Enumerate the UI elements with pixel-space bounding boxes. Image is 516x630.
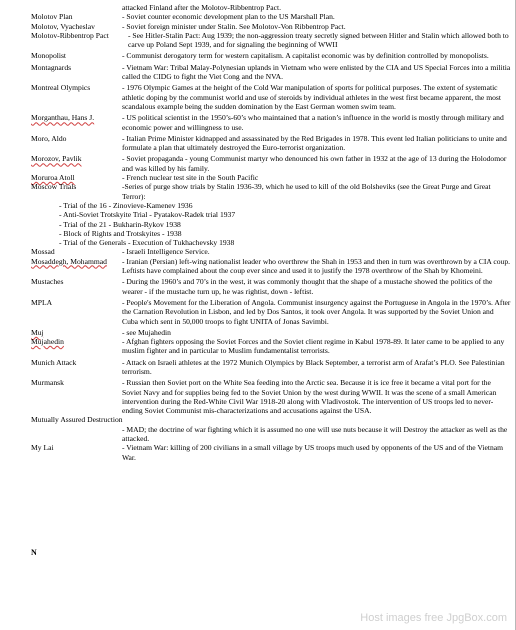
entry-definition: - See Hitler-Stalin Pact: Aug 1939; the non-aggression treaty secretly signed between Hitler and Stalin which allowed both to carve up Poland Sept 1939, and for signaling the beginning of WWII (128, 30, 509, 50)
entry-definition: - Russian then Soviet port on the White Sea feeding into the Arctic sea. Because it is ice free it became a vital port for the Soviet Navy and for supplies being fed to the Soviet Union by the west during WWII. It was the scene of a small American intervention during the Red-White Civil War 1918-20 along with Vladivostok. The intervention of US troops led to never-ending Soviet Communist mis-characterizations and accusations against the USA. (122, 378, 497, 416)
glossary-entry (31, 83, 511, 111)
entry-definition: - see Mujahedin (122, 327, 171, 337)
entry-definition: - Communist derogatory term for western capitalism. A capitalist economic was by definition controlled by monopolists. (122, 51, 489, 61)
glossary-entry (31, 3, 511, 12)
entry-definition: - Soviet propaganda - young Communist martyr who denounced his own father in 1932 at the age of 13 during the Holodomor and was killed by his family. (122, 154, 507, 173)
glossary-entry (31, 337, 511, 356)
glossary-entry (31, 277, 511, 296)
glossary-entry (31, 443, 511, 462)
glossary-entry (31, 113, 511, 132)
entry-term: Morganthau, Hans J. (31, 113, 95, 123)
glossary-entry (31, 51, 511, 60)
glossary-entry (31, 358, 511, 377)
entry-term: Moruroa Atoll (31, 173, 75, 183)
glossary-entry (31, 257, 511, 276)
entry-term: Mosaddegh, Mohammad (31, 256, 107, 266)
entry-term: Murmansk (31, 378, 64, 388)
entry-term: Molotov, Vyacheslav (31, 21, 95, 31)
trial-item: - Trial of the 16 - Zinovieve-Kamenev 1936 (59, 200, 193, 210)
glossary-entries (31, 0, 511, 462)
watermark: Host images free JpgBox.com (360, 612, 507, 624)
entry-definition: - Attack on Israeli athletes at the 1972 Munich Olympics by Black September, a terrorist arm of Arafat’s PLO. See Palestinian terrorism. (122, 357, 505, 376)
entry-term: Munich Attack (31, 357, 77, 367)
entry-definition: - During the 1960’s and 70’s in the west, it was commonly thought that the shape of a mustache showed the politics of the wearer - if the mustache turn up, he was rightist, down - leftist. (122, 277, 493, 296)
trial-item: - Anti-Soviet Trotskyite Trial - Pyatakov-Radek trial 1937 (59, 210, 236, 220)
entry-definition: - 1976 Olympic Games at the height of the Cold War manipulation of sports for political purposes. The extent of systematic athletic doping by the communist world and use of steroids by individual athletes in the west first became apparent, the most scandalous example being the sudden domination by the East German women swim team. (122, 83, 501, 111)
entry-term: Monopolist (31, 51, 67, 61)
entry-definition: - Soviet counter economic development plan to the US Marshall Plan. (122, 12, 335, 22)
entry-definition: attacked Finland after the Molotov-Ribbentrop Pact. (122, 3, 282, 12)
glossary-entry (31, 298, 511, 326)
trial-item: - Trial of the Generals - Execution of Tukhachevsky 1938 (59, 238, 235, 248)
entry-term: MPLA (31, 297, 53, 307)
glossary-entry (31, 328, 511, 337)
entry-definition: - Israeli Intelligence Service. (122, 247, 210, 257)
entry-definition: -Series of purge show trials by Stalin 1936-39, which he used to kill of the old Bolsheviks (see the Great Purge and Great Terror): (122, 182, 491, 201)
glossary-entry (31, 182, 511, 201)
entry-definition: - Afghan fighters opposing the Soviet Forces and the Soviet client regime in Kabul 1978-89. It later came to be applied to any muslim fighter and in particular to Muslim fundamentalist terrorists. (122, 337, 505, 356)
section-letter: N (31, 548, 37, 557)
glossary-entry (31, 12, 511, 21)
entry-term: Moro, Aldo (31, 133, 67, 143)
entry-definition: - Soviet foreign minister under Stalin. See Molotov-Von Ribbentrop Pact. (122, 21, 346, 31)
entry-definition: - Italian Prime Minister kidnapped and assassinated by the Red Brigades in 1978. This event led Italian politicians to unite and formulate a plan that ultimately destroyed the Euro-terrorist organization. (122, 133, 507, 153)
entry-term: Muj (31, 327, 44, 337)
entry-term: Mutually Assured Destruction (31, 415, 123, 425)
glossary-entry (31, 415, 511, 443)
entry-term: Mossad (31, 247, 55, 257)
glossary-entry (31, 134, 511, 153)
entry-term: Montreal Olympics (31, 83, 91, 93)
entry-term: Morozov, Pavlik (31, 154, 82, 164)
entry-definition: - People's Movement for the Liberation of Angola. Communist insurgency against the Portuguese in Angola in the 1970’s. After the Carnation Revolution in Lisbon, and led by Dos Santos, it took over Angola. It was supported by the Soviet Union and Cuba which sent in 50,000 troops to fight UNITA of Jonas Savimbi. (122, 297, 511, 326)
glossary-entry (31, 31, 511, 50)
entry-definition: - French nuclear test site in the South Pacific (122, 173, 259, 183)
entry-term: Montagnards (31, 62, 72, 72)
entry-definition: - Vietnam War: Tribal Malay-Polynesian uplands in Vietnam who were enlisted by the CIA and US Special Forces into a militia called the CIDG to fight the Viet Cong and the NVA. (122, 62, 511, 82)
glossary-entry (31, 22, 511, 31)
entry-definition: - US political scientist in the 1950’s-60’s who maintained that a nation’s influence in the world is mostly through military and economic power and willingness to use. (122, 113, 504, 132)
entry-term: Molotov Plan (31, 12, 73, 22)
glossary-entry (31, 173, 511, 182)
entry-definition: - MAD; the doctrine of war fighting which it is assumed no one will use nuts because it will Destroy the attacker as well as the attacked. (122, 424, 508, 444)
entry-term: Mustaches (31, 277, 64, 287)
entry-term: My Lai (31, 443, 54, 453)
trial-item: - Trial of the 21 - Bukharin-Rykov 1938 (59, 219, 181, 229)
entry-definition: - Iranian (Persian) left-wing nationalist leader who overthrew the Shah in 1953 and then in turn was overthrown by a CIA coup. Leftists have complained about the coup ever since and used it to justify the 1978 overthrow of the Shah by Khomeini. (122, 256, 511, 276)
entry-term: Molotov-Ribbentrop Pact (31, 30, 109, 40)
glossary-entry (31, 154, 511, 173)
glossary-entry (31, 378, 511, 415)
moscow-trials-list (31, 201, 511, 247)
trial-item: - Block of Rights and Trotskyites - 1938 (59, 228, 182, 238)
entry-definition: - Vietnam War: killing of 200 civilians in a small village by US troops much used by opponents of the US and of the Vietnam War. (122, 443, 504, 462)
glossary-entry (31, 63, 511, 82)
entry-term: Moscow Trials (31, 182, 77, 192)
entry-term: Mujahedin (31, 337, 64, 347)
glossary-entry (31, 247, 511, 256)
